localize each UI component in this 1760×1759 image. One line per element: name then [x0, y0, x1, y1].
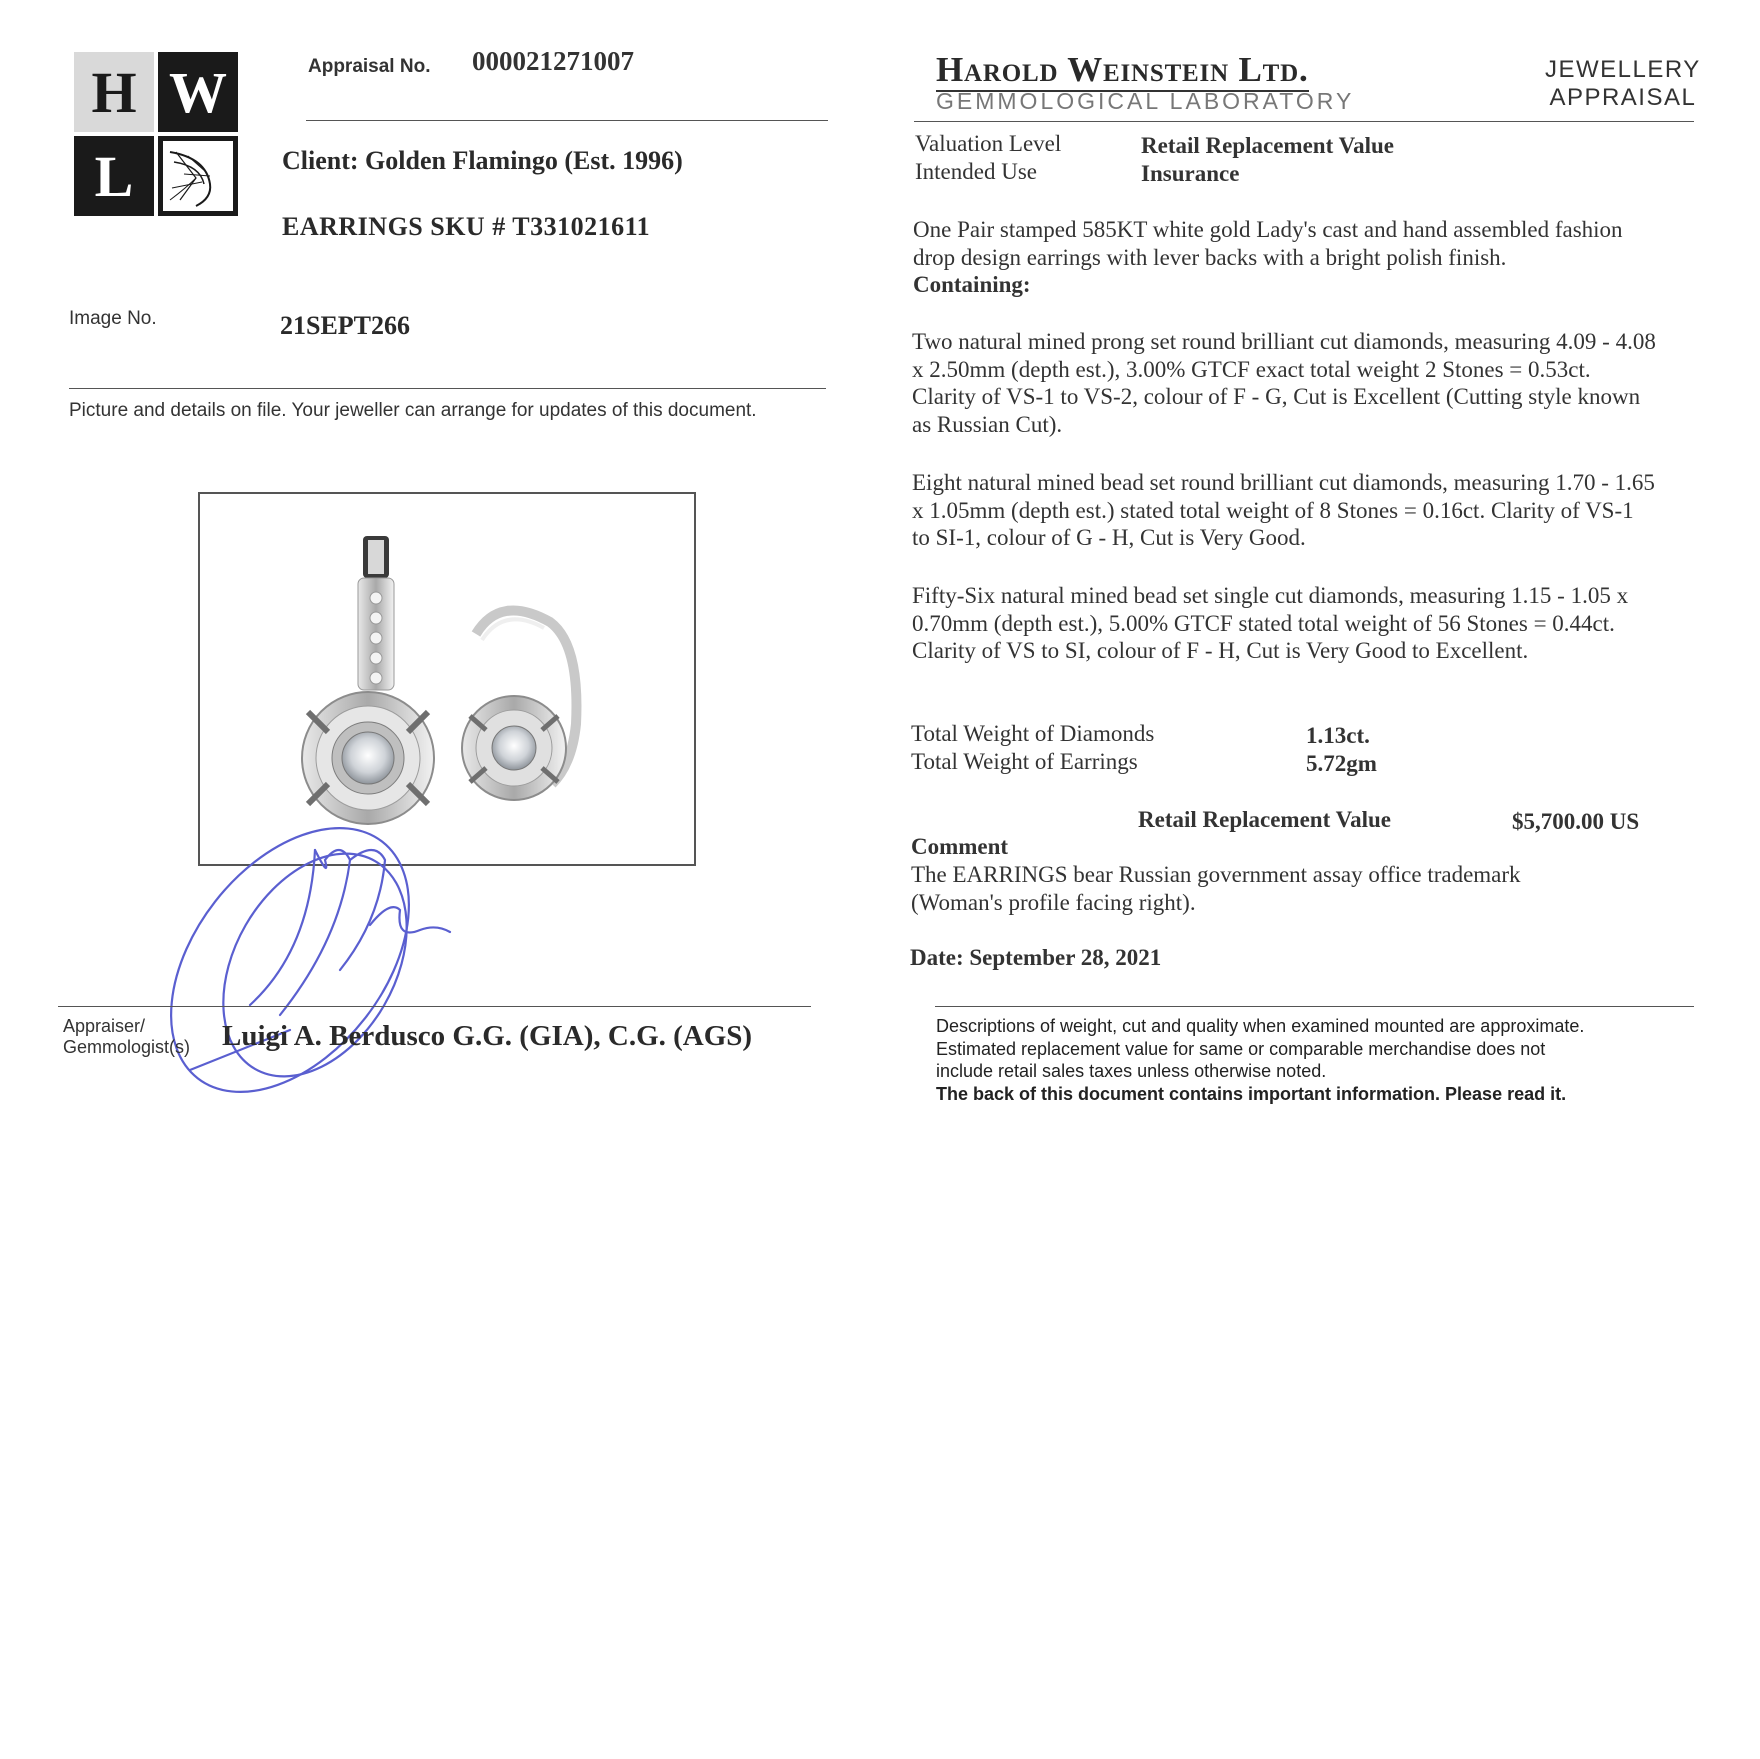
client-name: Client: Golden Flamingo (Est. 1996): [282, 146, 683, 175]
appraiser-label-line2: Gemmologist(s): [63, 1037, 191, 1057]
logo-letter-h: H: [74, 52, 154, 132]
disclaimer-line4: The back of this document contains important information. Please read it.: [936, 1083, 1567, 1104]
total-earrings-label: Total Weight of Earrings: [911, 749, 1138, 774]
item-description: One Pair stamped 585KT white gold Lady's cast and hand assembled fashion drop design earrings with lever backs with a bright polish finish.: [913, 217, 1623, 270]
containing-label: Containing:: [913, 272, 1031, 297]
company-subtitle: GEMMOLOGICAL LABORATORY: [936, 88, 1355, 114]
divider: [58, 1006, 811, 1007]
total-diamonds-value: 1.13ct.: [1306, 723, 1370, 748]
divider: [914, 121, 1694, 122]
appraiser-name: Luigi A. Berdusco G.G. (GIA), C.G. (AGS): [222, 1020, 753, 1052]
divider: [935, 1006, 1694, 1007]
earrings-sku: EARRINGS SKU # T331021611: [282, 212, 651, 241]
intended-use-label: Intended Use: [915, 159, 1037, 184]
file-note: Picture and details on file. Your jeweller can arrange for updates of this document.: [69, 400, 757, 421]
diamond-group-1: Two natural mined prong set round brilliant cut diamonds, measuring 4.09 - 4.08 x 2.50mm (depth est.), 3.00% GTCF exact total weight 2 Stones = 0.53ct. Clarity of VS-1 to VS-2, colour of F - G, Cut is Excellent (Cutting style known as Russian Cut).: [912, 329, 1656, 437]
document-type-line2: APPRAISAL: [1549, 84, 1697, 111]
divider: [306, 120, 828, 121]
divider: [69, 388, 826, 389]
total-diamonds-label: Total Weight of Diamonds: [911, 721, 1155, 746]
comment-label: Comment: [911, 834, 1009, 859]
image-no-label: Image No.: [69, 308, 157, 329]
disclaimer-line2: Estimated replacement value for same or comparable merchandise does not: [936, 1038, 1546, 1059]
logo-letter-w: W: [158, 52, 238, 132]
rrv-value: $5,700.00 US: [1512, 809, 1640, 834]
appraiser-label-line1: Appraiser/: [63, 1016, 146, 1036]
total-earrings-value: 5.72gm: [1306, 751, 1377, 776]
disclaimer-line1: Descriptions of weight, cut and quality when examined mounted are approximate.: [936, 1016, 1585, 1036]
diamond-group-2: Eight natural mined bead set round brilliant cut diamonds, measuring 1.70 - 1.65 x 1.05mm (depth est.) stated total weight of 8 Stones = 0.16ct. Clarity of VS-1 to SI-1, colour of G - H, Cut is Very Good.: [912, 470, 1655, 550]
intended-use-value: Insurance: [1141, 161, 1240, 186]
image-no-value: 21SEPT266: [280, 311, 411, 340]
appraisal-no-value: 000021271007: [472, 46, 634, 76]
diamond-group-3: Fifty-Six natural mined bead set single cut diamonds, measuring 1.15 - 1.05 x 0.70mm (depth est.), 5.00% GTCF stated total weight of 56 Stones = 0.44ct. Clarity of VS to SI, colour of F - H, Cut is Very Good to Excellent.: [912, 583, 1629, 663]
document-type: [1545, 56, 1701, 112]
disclaimer-line3: include retail sales taxes unless otherwise noted.: [936, 1061, 1327, 1081]
valuation-level-value: Retail Replacement Value: [1141, 133, 1394, 158]
document-type-line1: JEWELLERY: [1545, 56, 1701, 83]
appraisal-date: Date: September 28, 2021: [910, 945, 1162, 970]
logo-gem-icon: [158, 136, 238, 216]
valuation-level-label: Valuation Level: [915, 131, 1062, 156]
appraisal-no-label: Appraisal No.: [308, 56, 431, 77]
company-name: Harold Weinstein Ltd.: [936, 50, 1309, 92]
appraiser-label: [63, 1016, 190, 1058]
logo-letter-l: L: [74, 136, 154, 216]
rrv-label: Retail Replacement Value: [1138, 807, 1391, 832]
disclaimer: [936, 1015, 1584, 1105]
comment-text: The EARRINGS bear Russian government assay office trademark (Woman's profile facing right).: [911, 862, 1521, 915]
